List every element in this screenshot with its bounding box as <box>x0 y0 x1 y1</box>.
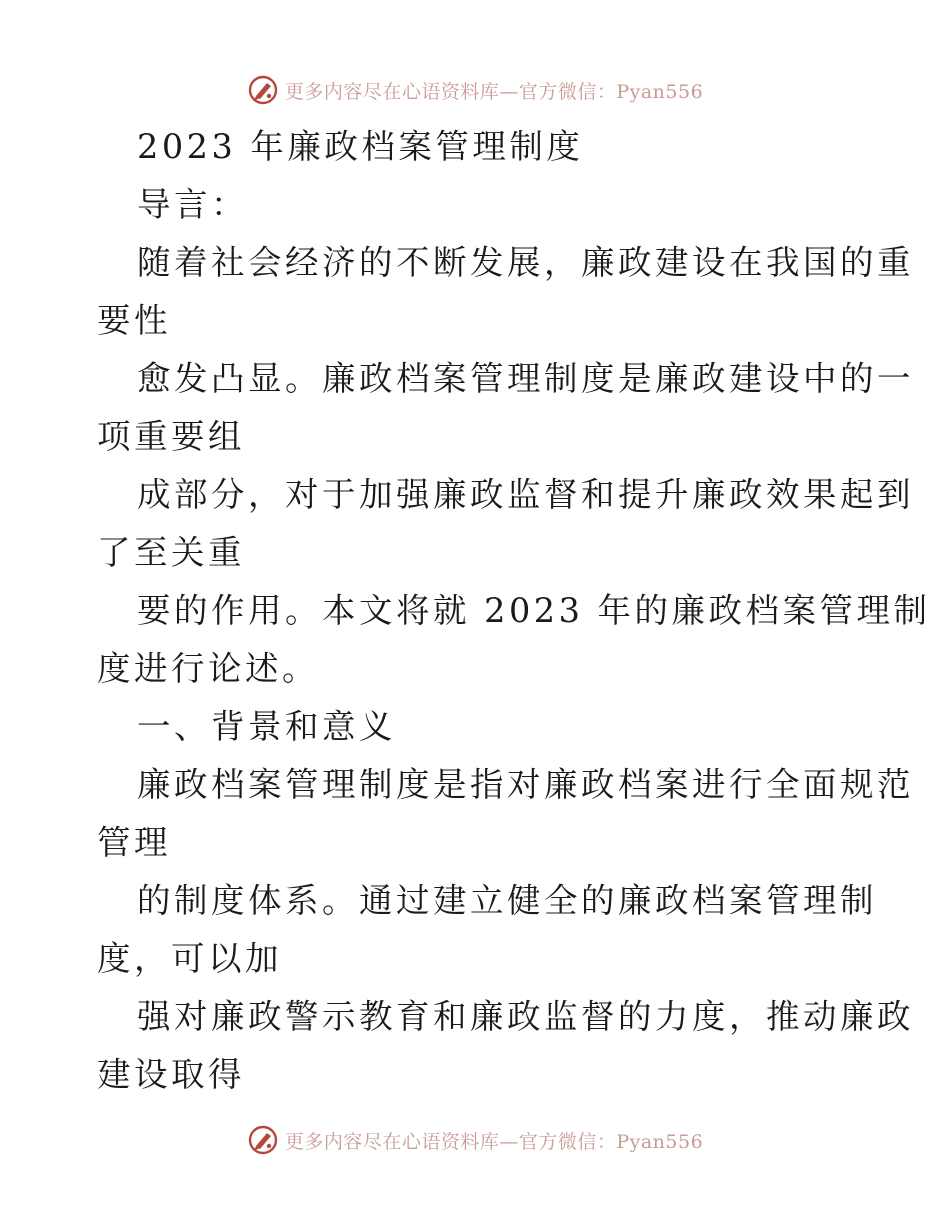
text-line: 的制度体系。通过建立健全的廉政档案管理制 <box>137 881 877 920</box>
text-line: 度，可以加 <box>97 939 282 978</box>
watermark-text: 更多内容尽在心语资料库—官方微信：Pyan556 <box>284 80 704 103</box>
text-line: 强对廉政警示教育和廉政监督的力度，推动廉政 <box>137 997 914 1036</box>
document-body <box>97 118 931 1104</box>
text-line: 随着社会经济的不断发展，廉政建设在我国的重 <box>137 243 914 282</box>
text-line: 愈发凸显。廉政档案管理制度是廉政建设中的一 <box>137 359 914 398</box>
watermark-header <box>0 70 950 110</box>
text-line: 成部分，对于加强廉政监督和提升廉政效果起到 <box>137 475 914 514</box>
text-line: 度进行论述。 <box>97 649 319 688</box>
text-line: 了至关重 <box>97 533 245 572</box>
text-line: 管理 <box>97 823 171 862</box>
watermark-text: 更多内容尽在心语资料库—官方微信：Pyan556 <box>284 1130 704 1153</box>
text-line: 建设取得 <box>97 1055 245 1094</box>
text-line: 一、背景和意义 <box>137 707 396 746</box>
text-line: 导言： <box>137 185 248 224</box>
text-line: 要的作用。本文将就 2023 年的廉政档案管理制 <box>137 591 931 630</box>
document-title: 2023 年廉政档案管理制度 <box>137 127 584 166</box>
pen-seal-logo <box>247 74 279 106</box>
text-line: 要性 <box>97 301 171 340</box>
watermark-footer <box>0 1120 950 1160</box>
pen-seal-logo <box>247 1124 279 1156</box>
text-line: 廉政档案管理制度是指对廉政档案进行全面规范 <box>137 765 914 804</box>
text-line: 项重要组 <box>97 417 245 456</box>
